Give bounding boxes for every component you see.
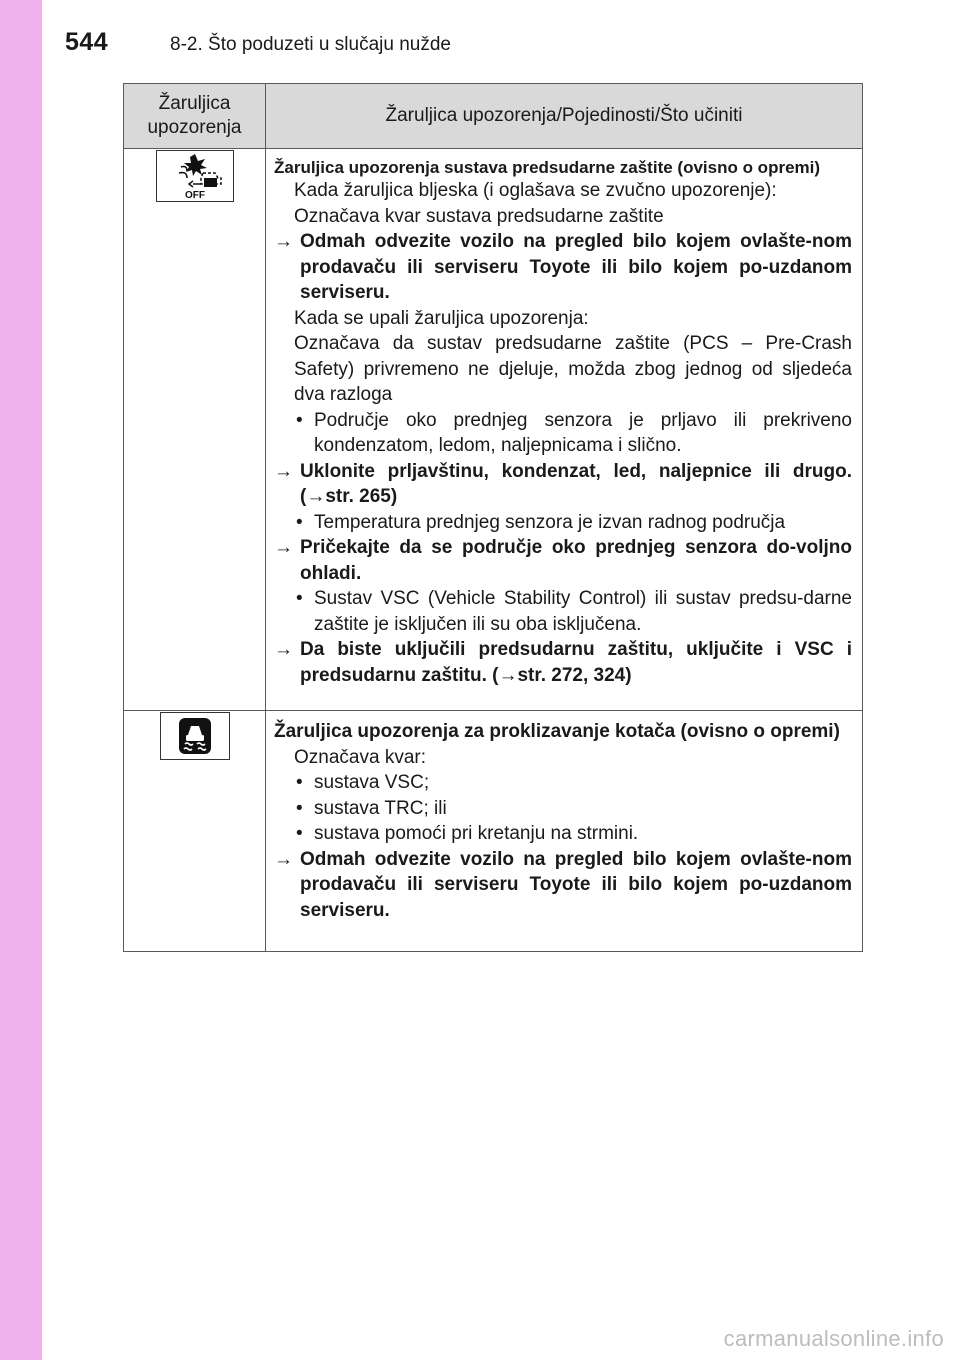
action-item xyxy=(274,637,852,688)
column-header-lamp: Žaruljica upozorenja xyxy=(124,84,266,149)
action-text: Odmah odvezite vozilo na pregled bilo kojem ovlašte-nom prodavaču ili serviseru Toyote ili bilo kojem po-uzdanom serviseru. xyxy=(300,231,852,303)
bullet-icon: • xyxy=(296,588,303,609)
action-item xyxy=(274,847,852,924)
table-row xyxy=(124,149,863,711)
page-reference: (→str. 265) xyxy=(300,486,398,507)
action-text: Uklonite prljavštinu, kondenzat, led, naljepnice ili drugo. xyxy=(300,460,852,482)
bullet-item xyxy=(274,821,852,847)
paragraph: Označava da sustav predsudarne zaštite (PCS – Pre-Crash Safety) privremeno ne djeluje, možda zbog jednog od sljedeća dva razloga xyxy=(294,333,852,405)
bullet-text: Područje oko prednjeg senzora je prljavo ili prekriveno kondenzatom, ledom, naljepnicama i slično. xyxy=(314,409,852,456)
action-text: Da biste uključili predsudarnu zaštitu, uključite i VSC i predsudarnu zaštitu. xyxy=(300,639,852,686)
bullet-icon: • xyxy=(296,511,303,533)
bullet-text: Sustav VSC (Vehicle Stability Control) ili sustav predsu-darne zaštite je isključen ili su oba isključena. xyxy=(314,588,852,635)
lamp-cell xyxy=(124,149,266,711)
arrow-icon: → xyxy=(274,460,293,482)
page-number: 544 xyxy=(65,28,109,56)
table-row xyxy=(124,711,863,952)
action-text: Odmah odvezite vozilo na pregled bilo kojem ovlašte-nom prodavaču ili serviseru Toyote ili bilo kojem po-uzdanom serviseru. xyxy=(300,848,852,921)
arrow-icon: → xyxy=(274,537,293,558)
bullet-icon: • xyxy=(296,409,303,431)
bullet-icon: • xyxy=(296,823,303,844)
entry-title: Žaruljica upozorenja za proklizavanje kotača (ovisno o opremi) xyxy=(274,721,840,742)
entry-title: Žaruljica upozorenja sustava predsudarne zaštite (ovisno o opremi) xyxy=(274,158,821,177)
details-cell xyxy=(266,711,863,952)
paragraph: Označava kvar: xyxy=(294,746,426,768)
bullet-item xyxy=(274,770,852,796)
bullet-text: sustava TRC; ili xyxy=(314,797,447,819)
off-label: OFF xyxy=(184,190,205,201)
arrow-icon: → xyxy=(306,486,326,507)
action-item xyxy=(274,229,852,306)
paragraph: Kada se upali žaruljica upozorenja: xyxy=(294,307,589,329)
page-header xyxy=(42,0,960,78)
bullet-item xyxy=(274,796,852,822)
bullet-item xyxy=(274,408,852,459)
action-item xyxy=(274,535,852,586)
arrow-icon: → xyxy=(498,664,518,686)
arrow-icon: → xyxy=(274,848,293,870)
action-text: Pričekajte da se područje oko prednjeg senzora do-voljno ohladi. xyxy=(300,537,852,584)
bullet-icon: • xyxy=(296,772,303,793)
watermark: carmanualsonline.info xyxy=(723,1326,944,1351)
paragraph: Kada žaruljica bljeska (i oglašava se zvučno upozorenje): xyxy=(294,180,777,201)
bullet-item xyxy=(274,586,852,637)
section-title: 8-2. Što poduzeti u slučaju nužde xyxy=(170,34,451,55)
page-reference: (→str. 272, 324) xyxy=(492,664,632,686)
warning-lights-table xyxy=(123,83,863,952)
details-cell xyxy=(266,149,863,711)
pre-collision-off-icon xyxy=(156,150,234,202)
action-item xyxy=(274,459,852,510)
bullet-text: Temperatura prednjeg senzora je izvan radnog područja xyxy=(314,511,786,533)
lamp-cell xyxy=(124,711,266,952)
bullet-text: sustava VSC; xyxy=(314,772,430,793)
table-header-row xyxy=(124,84,863,149)
section-tab-band xyxy=(0,0,42,1360)
paragraph: Označava kvar sustava predsudarne zaštite xyxy=(294,205,664,227)
arrow-icon: → xyxy=(274,231,293,252)
bullet-icon: • xyxy=(296,797,303,819)
slip-indicator-icon xyxy=(160,712,230,760)
column-header-details: Žaruljica upozorenja/Pojedinosti/Što učiniti xyxy=(266,84,863,149)
bullet-text: sustava pomoći pri kretanju na strmini. xyxy=(314,823,639,844)
arrow-icon: → xyxy=(274,639,293,660)
bullet-item xyxy=(274,510,852,536)
